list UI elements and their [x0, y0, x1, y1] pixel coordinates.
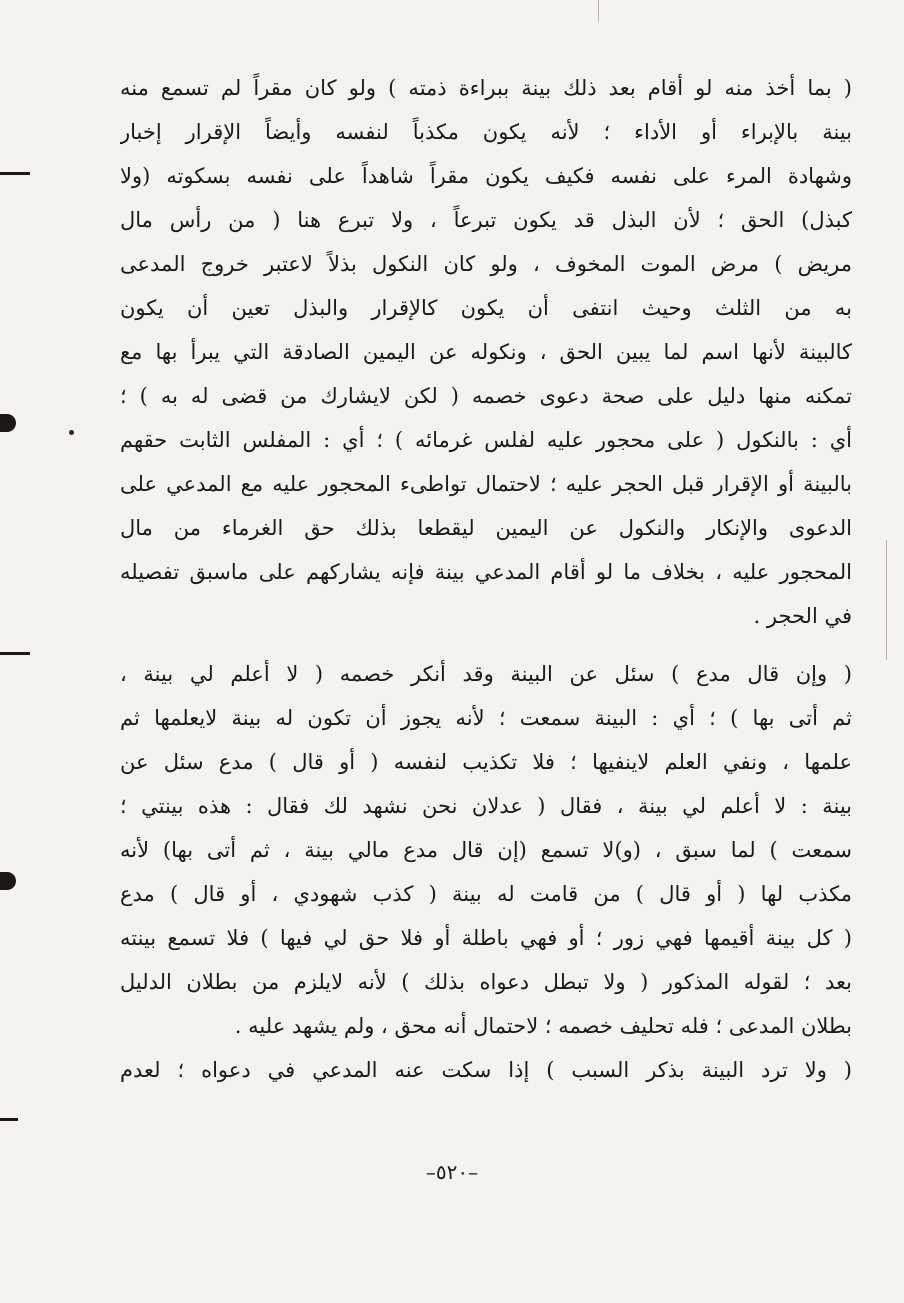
- binding-mark: [0, 172, 30, 175]
- text-line: كبذل) الحق ؛ لأن البذل قد يكون تبرعاً ، ولا تبرع هنا ( من رأس مال: [120, 208, 852, 232]
- ink-speck: [69, 430, 74, 435]
- page-number: –٥٢٠–: [425, 1160, 479, 1184]
- text-line: علمها ، ونفي العلم لاينفيها ؛ فلا تكذيب لنفسه ( أو قال ) مدع سئل عن: [120, 750, 852, 774]
- body-text: [120, 66, 852, 1092]
- text-line: كالبينة لأنها اسم لما يبين الحق ، ونكوله عن اليمين الصادقة التي يبرأ بها مع: [120, 340, 852, 364]
- text-line: ( وإن قال مدع ) سئل عن البينة وقد أنكر خصمه ( لا أعلم لي بينة ،: [120, 662, 852, 686]
- scan-artifact: [598, 0, 599, 22]
- binding-mark: [0, 652, 30, 655]
- text-line: ثم أتى بها ) ؛ أي : البينة سمعت ؛ لأنه يجوز أن تكون له بينة لايعلمها ثم: [120, 706, 852, 730]
- text-line: مكذب لها ( أو قال ) من قامت له بينة ( كذب شهودي ، أو قال ) مدع: [120, 882, 852, 906]
- text-line: في الحجر .: [753, 604, 852, 628]
- text-line: بالبينة أو الإقرار قبل الحجر عليه ؛ لاحتمال تواطىء المحجور عليه مع المدعي على: [120, 472, 852, 496]
- text-line: بينة : لا أعلم لي بينة ، فقال ( عدلان نحن نشهد لك فقال : هذه بينتي ؛: [120, 794, 852, 818]
- text-line: بطلان المدعى ؛ فله تحليف خصمه ؛ لاحتمال أنه محق ، ولم يشهد عليه .: [234, 1014, 852, 1038]
- text-line: تمكنه منها دليل على صحة دعوى خصمه ( لكن لايشارك من قضى له به ) ؛: [120, 384, 852, 408]
- paragraph: [120, 66, 852, 638]
- text-line: بعد ؛ لقوله المذكور ( ولا تبطل دعواه بذلك ) لأنه لايلزم من بطلان الدليل: [120, 970, 852, 994]
- text-line: بينة بالإبراء أو الأداء ؛ لأنه يكون مكذباً لنفسه وأيضاً الإقرار إخبار: [120, 120, 852, 144]
- scan-artifact: [886, 540, 887, 660]
- text-line: ( ولا ترد البينة بذكر السبب ) إذا سكت عنه المدعي في دعواه ؛ لعدم: [120, 1058, 852, 1082]
- text-line: أي : بالنكول ( على محجور عليه لفلس غرمائه ) ؛ أي : المفلس الثابت حقهم: [120, 428, 852, 452]
- paragraph: [120, 1048, 852, 1092]
- text-line: ( كل بينة أقيمها فهي زور ؛ أو فهي باطلة أو فلا حق لي فيها ) فلا تسمع بينته: [120, 926, 852, 950]
- text-line: المحجور عليه ، بخلاف ما لو أقام المدعي بينة فإنه يشاركهم على ماسبق تفصيله: [120, 560, 852, 584]
- text-line: الدعوى والإنكار والنكول عن اليمين ليقطعا بذلك حق الغرماء من مال: [120, 516, 852, 540]
- text-line: مريض ) مرض الموت المخوف ، ولو كان النكول بذلاً لاعتبر خروج المدعى: [120, 252, 852, 276]
- text-line: سمعت ) لما سبق ، (و)لا تسمع (إن قال مدع مالي بينة ، ثم أتى بها) لأنه: [120, 838, 852, 862]
- binding-mark: [0, 872, 16, 890]
- text-line: وشهادة المرء على نفسه فكيف يكون مقراً شاهداً على نفسه بسكوته (ولا: [120, 164, 852, 188]
- binding-mark: [0, 414, 16, 432]
- text-line: به من الثلث وحيث انتفى أن يكون كالإقرار والبذل تعين أن يكون: [120, 296, 852, 320]
- text-line: ( بما أخذ منه لو أقام بعد ذلك بينة ببراءة ذمته ) ولو كان مقراً لم تسمع منه: [120, 76, 852, 100]
- paragraph: [120, 652, 852, 1048]
- paragraph-gap: [120, 638, 852, 652]
- binding-mark: [0, 1118, 18, 1121]
